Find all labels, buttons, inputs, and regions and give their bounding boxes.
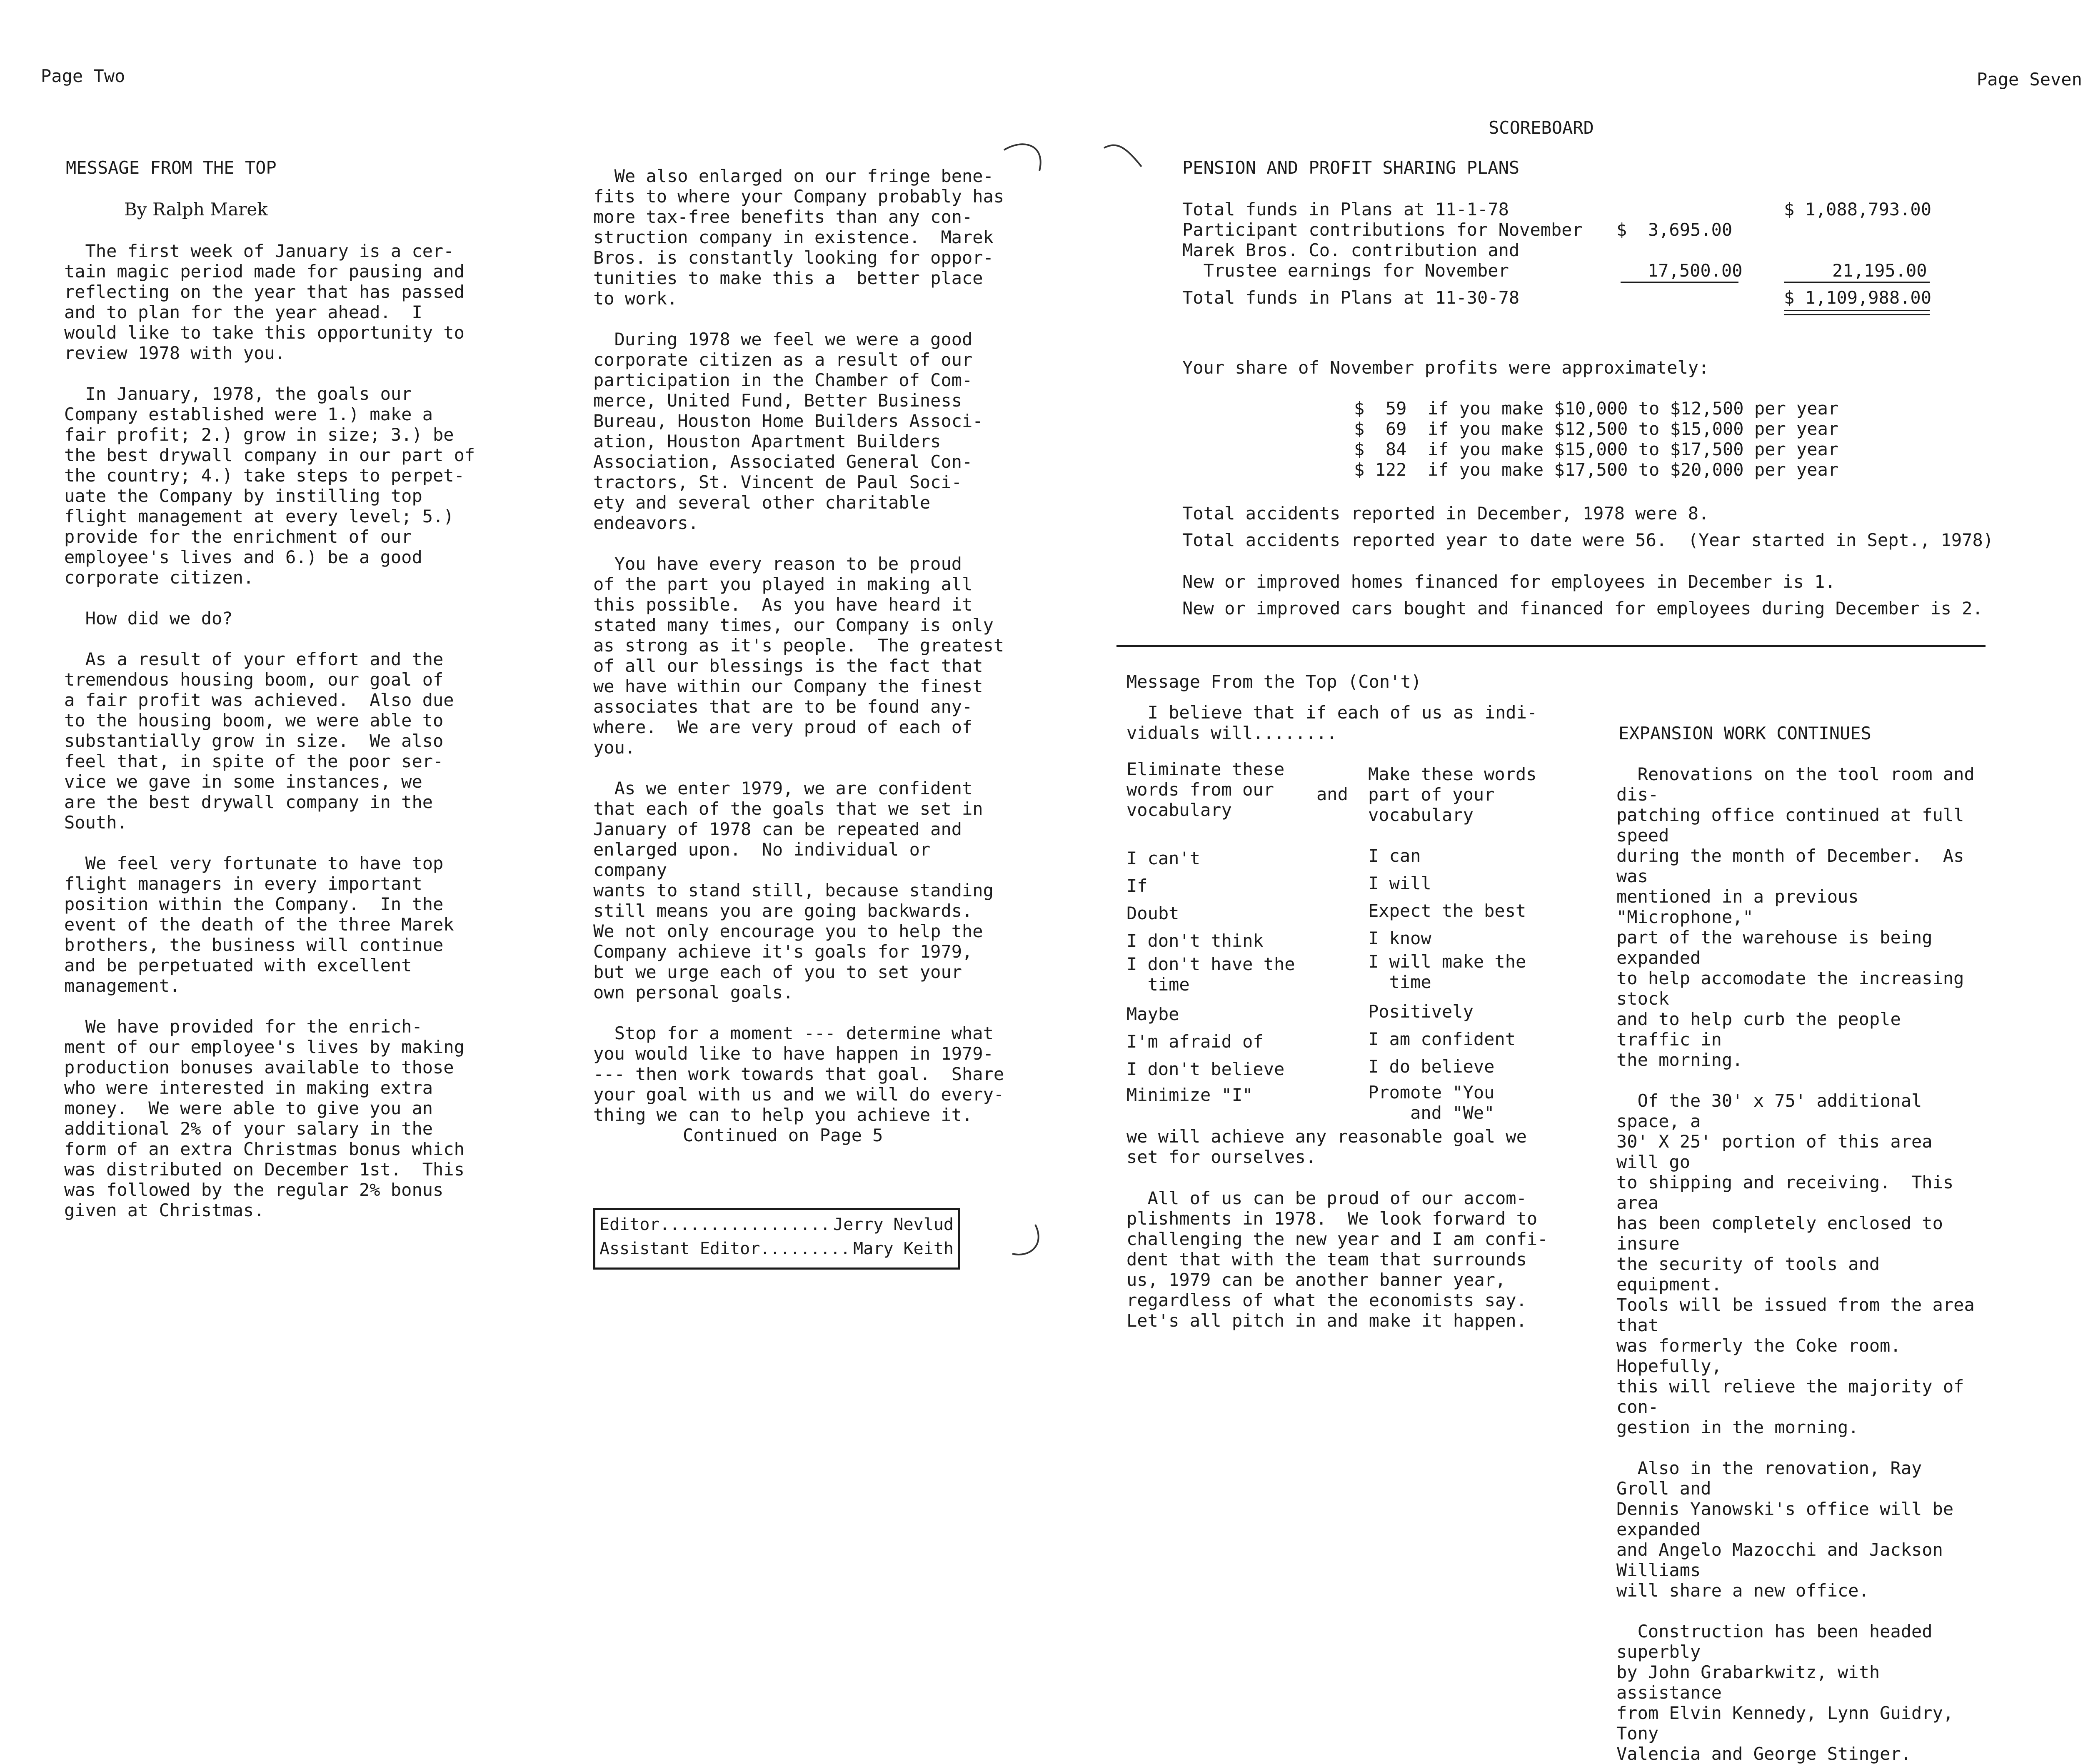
word-from: Doubt — [1126, 903, 1179, 923]
total-underline — [1784, 282, 1930, 283]
profit-share-row: $ 84 if you make $15,000 to $17,500 per year — [1354, 439, 1839, 459]
plans-title: PENSION AND PROFIT SHARING PLANS — [1182, 157, 1520, 178]
paragraph: You have every reason to be proud of the part you played in making all this possible. As you have heard it stated many times, our Company is only as strong as it's people. The greatest of all our blessings is the fact that we have within our Company the finest associates that are to be found any- where. We are very proud of each of you. — [593, 554, 1004, 758]
section-divider — [1116, 645, 1986, 647]
funds-start-label: Total funds in Plans at 11-1-78 — [1182, 199, 1509, 220]
message-title: MESSAGE FROM THE TOP — [66, 157, 277, 178]
message-column-2 — [593, 166, 1010, 1145]
funds-start-total: $ 1,088,793.00 — [1784, 199, 1932, 220]
participant-contrib-amount: $ 3,695.00 — [1616, 220, 1733, 240]
word-to: I will — [1368, 873, 1431, 893]
paragraph: How did we do? — [64, 608, 233, 629]
expansion-column — [1616, 764, 1983, 1764]
word-from: I don't think — [1126, 931, 1264, 951]
word-from: If — [1126, 876, 1148, 896]
word-to: I will make the time — [1368, 951, 1526, 992]
word-from: I don't have the time — [1126, 954, 1295, 995]
double-underline-bottom — [1784, 314, 1930, 315]
period-additions-total: 21,195.00 — [1832, 260, 1927, 281]
company-contrib-label: Marek Bros. Co. contribution and — [1182, 240, 1520, 260]
message-cont-heading: Message From the Top (Con't) — [1126, 671, 1422, 692]
amount-underline — [1621, 282, 1738, 283]
word-to: Positively — [1368, 1001, 1474, 1022]
double-underline-top — [1784, 310, 1930, 311]
page-seven-label: Page Seven — [1977, 69, 2082, 90]
word-from: I can't — [1126, 848, 1201, 868]
trustee-earnings-amount: 17,500.00 — [1648, 260, 1743, 281]
paragraph: As a result of your effort and the tremendous housing boom, our goal of a fair profit was achieved. Also due to the housing boom, we were able to substantially grow in size. We also feel that, in spite of the poor ser- vice we gave in some instances, we are the best drywall company in the South. — [64, 649, 454, 833]
binder-hole-mark — [1004, 1220, 1046, 1262]
word-from: Minimize "I" — [1126, 1085, 1253, 1105]
participant-contrib-label: Participant contributions for November — [1182, 220, 1583, 240]
share-title: Your share of November profits were approximately: — [1182, 357, 1709, 378]
word-to: I know — [1368, 928, 1431, 948]
message-cont-intro: I believe that if each of us as indi- viduals will........ — [1126, 702, 1538, 743]
trustee-earnings-label: Trustee earnings for November — [1182, 260, 1509, 281]
paragraph: The first week of January is a cer- tain magic period made for pausing and reflecting on the year that has passed and to plan for the year ahead. I would like to take this opportunity to review 1978 with you. — [64, 241, 465, 363]
paragraph: We have provided for the enrich- ment of our employee's lives by making production bonuses available to those who were interested in making extra money. We were able to give you an additional 2% of your salary in the form of an extra Christmas bonus which was distributed on December 1st. This was followed by the regular 2% bonus given at Christmas. — [64, 1016, 465, 1220]
expansion-title: EXPANSION WORK CONTINUES — [1618, 723, 1871, 744]
funds-end-label: Total funds in Plans at 11-30-78 — [1182, 287, 1520, 308]
paragraph: We also enlarged on our fringe bene- fits to where your Company probably has more tax-free benefits than any con- struction company in existence. Marek Bros. is constantly looking for oppor- tunities to make this a better place to work. — [593, 166, 1004, 309]
profit-share-row: $ 122 if you make $17,500 to $20,000 per year — [1354, 459, 1839, 480]
message-cont-after: we will achieve any reasonable goal we set for ourselves. — [1126, 1126, 1527, 1167]
paragraph: As we enter 1979, we are confident that each of the goals that we set in January of 1978 can be repeated and enlarged upon. No individual or company wants to stand still, because standing still means you are going backwards. We not only encourage you to help the Company achieve it's goals for 1979, but we urge each of you to set your own personal goals. — [593, 778, 994, 1003]
word-to: I do believe — [1368, 1056, 1495, 1077]
paragraph: Of the 30' x 75' additional space, a 30' X 25' portion of this area will go to shipping and receiving. This area has been completely enclosed to insure the security of tools and equipment. Tools will be issued from the area that was formerly the Coke room. Hopefully, this will relieve the majority of con- gestion in the morning. — [1616, 1090, 1975, 1437]
word-to: I am confident — [1368, 1029, 1516, 1049]
scoreboard-title: SCOREBOARD — [1489, 117, 1594, 138]
accidents-december: Total accidents reported in December, 1978 were 8. — [1182, 503, 1709, 524]
paragraph: Stop for a moment --- determine what you would like to have happen in 1979- --- then work towards that goal. Share your goal with us and we will do every- thing we can to help you achieve it. — [593, 1023, 1004, 1125]
profit-share-list — [1354, 398, 1838, 480]
word-from: I don't believe — [1126, 1059, 1285, 1079]
byline: By Ralph Marek — [124, 199, 268, 220]
accidents-year: Total accidents reported year to date were 56. (Year started in Sept., 1978) — [1182, 530, 1994, 550]
funds-end-total: $ 1,109,988.00 — [1784, 287, 1932, 308]
paragraph: In January, 1978, the goals our Company established were 1.) make a fair profit; 2.) grow in size; 3.) be the best drywall company in our part of the country; 4.) take steps to perpet- uate the Company by instilling top flight management at every level; 5.) provide for the enrichment of our employee's lives and 6.) be a good corporate citizen. — [64, 384, 475, 588]
make-words-heading: Make these words part of your vocabulary — [1368, 764, 1537, 825]
eliminate-words-heading: Eliminate these words from our vocabulary — [1126, 759, 1285, 820]
paragraph: Also in the renovation, Ray Groll and Dennis Yanowski's office will be expanded and Angelo Mazocchi and Jackson Williams will share a new office. — [1616, 1458, 1954, 1601]
paragraph: During 1978 we feel we were a good corporate citizen as a result of our participation in the Chamber of Com- merce, United Fund, Better Business Bureau, Houston Home Builders Associ- ation, Houston Apartment Builders Association, Associated General Con- tractors, St. Vincent de Paul Soci- ety and several other charitable endeavors. — [593, 329, 983, 533]
paragraph: Construction has been headed superbly by John Grabarkwitz, with assistance from Elvin Kennedy, Lynn Guidry, Tony Valencia and George Stinger. — [1616, 1621, 1954, 1764]
word-to: I can — [1368, 846, 1421, 866]
editor-name: Jerry Nevlud — [833, 1215, 954, 1234]
assistant-editor-label: Assistant Editor......... — [599, 1239, 851, 1258]
word-from: I'm afraid of — [1126, 1031, 1264, 1052]
message-cont-closing: All of us can be proud of our accom- plishments in 1978. We look forward to challenging the new year and I am confi- dent that with the team that surrounds us, 1979 can be another banner year, regardless of what the economists say. Let's all pitch in and make it happen. — [1126, 1188, 1548, 1331]
profit-share-row: $ 59 if you make $10,000 to $12,500 per year — [1354, 398, 1839, 419]
message-column-1 — [64, 241, 481, 1241]
assistant-editor-row — [599, 1237, 954, 1261]
editor-row — [599, 1213, 954, 1237]
page-two-label: Page Two — [41, 66, 125, 86]
homes-financed: New or improved homes financed for employees in December is 1. — [1182, 571, 1836, 592]
continued-note: Continued on Page 5 — [683, 1125, 883, 1145]
word-to: Expect the best — [1368, 901, 1526, 921]
word-from: Maybe — [1126, 1004, 1179, 1024]
profit-share-row: $ 69 if you make $12,500 to $15,000 per year — [1354, 419, 1839, 439]
paragraph: We feel very fortunate to have top flight managers in every important position within the Company. In the event of the death of the three Marek brothers, the business will continue and be perpetuated with excellent management. — [64, 853, 454, 996]
editor-label: Editor................. — [599, 1215, 830, 1234]
word-to: Promote "You and "We" — [1368, 1082, 1495, 1123]
cars-financed: New or improved cars bought and financed for employees during December is 2. — [1182, 598, 1983, 619]
paragraph: Renovations on the tool room and dis- patching office continued at full speed during the month of December. As was mentioned in a previous "Microphone," part of the warehouse is being expanded to help accomodate the increasing stock and to help curb the people traffic in the morning. — [1616, 764, 1975, 1070]
and-label: and — [1316, 784, 1348, 804]
assistant-editor-name: Mary Keith — [853, 1239, 954, 1258]
binder-hole-mark — [1100, 137, 1150, 175]
editor-box — [593, 1208, 960, 1270]
